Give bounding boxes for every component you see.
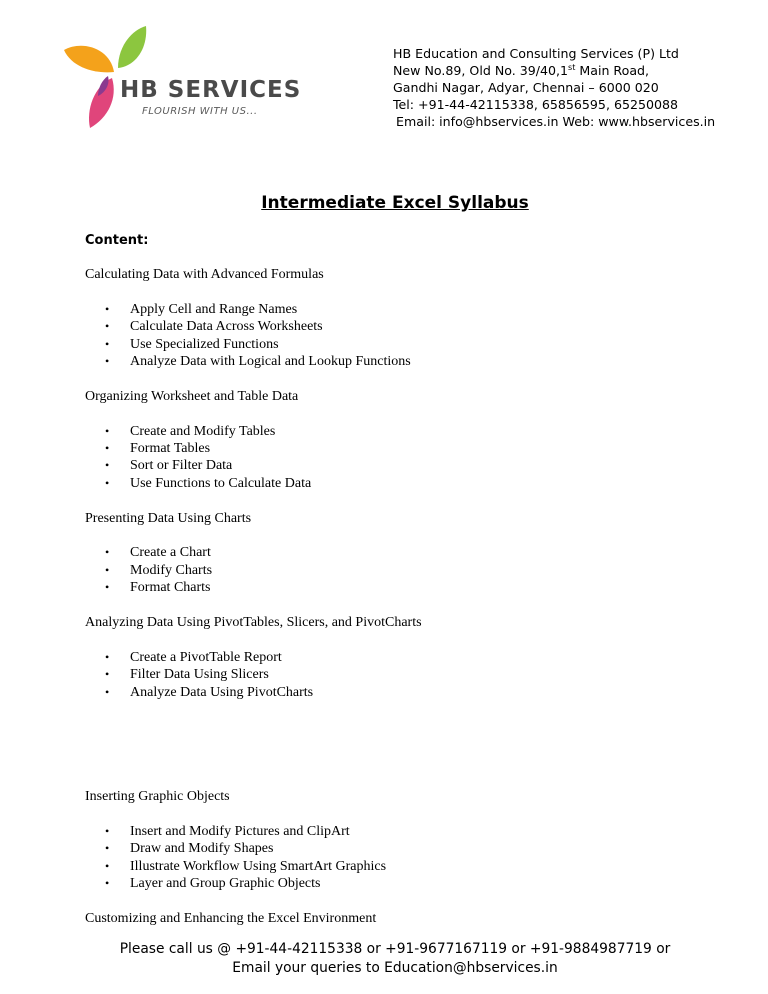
address-line-1: New No.89, Old No. 39/40,1st Main Road, [393, 62, 650, 78]
list-item: • Use Functions to Calculate Data [105, 476, 312, 491]
section-heading: Inserting Graphic Objects [85, 789, 230, 804]
list-item: • Sort or Filter Data [105, 458, 233, 473]
bullet-icon: • [105, 824, 110, 838]
list-item: • Format Tables [105, 441, 211, 456]
list-item: • Filter Data Using Slicers [105, 667, 269, 682]
bullet-icon: • [105, 354, 110, 368]
company-logo [62, 22, 302, 132]
bullet-icon: • [105, 841, 110, 855]
bullet-icon: • [105, 476, 110, 490]
bullet-icon: • [105, 319, 110, 333]
list-item: • Create a PivotTable Report [105, 650, 282, 665]
bullet-icon: • [105, 458, 110, 472]
section-heading: Calculating Data with Advanced Formulas [85, 267, 324, 282]
email-web-line: Email: info@hbservices.in Web: www.hbservices.in [396, 114, 716, 129]
bullet-icon: • [105, 667, 110, 681]
bullet-icon: • [105, 859, 110, 873]
bullet-icon: • [105, 685, 110, 699]
list-item: • Create a Chart [105, 545, 211, 560]
logo-tagline: FLOURISH WITH US... [142, 106, 258, 117]
list-item: • Illustrate Workflow Using SmartArt Graphics [105, 859, 387, 874]
list-item: • Format Charts [105, 580, 211, 595]
list-item: • Apply Cell and Range Names [105, 302, 298, 317]
bullet-icon: • [105, 441, 110, 455]
list-item: • Modify Charts [105, 563, 213, 578]
bullet-icon: • [105, 424, 110, 438]
bullet-icon: • [105, 650, 110, 664]
section-heading: Presenting Data Using Charts [85, 511, 252, 526]
logo-wordmark: HB SERVICES [120, 77, 302, 103]
content-label: Content: [85, 233, 149, 248]
footer-contact-line: Please call us @ +91-44-42115338 or +91-9677167119 or +91-9884987719 or [119, 941, 671, 957]
bullet-icon: • [105, 876, 110, 890]
list-item: • Layer and Group Graphic Objects [105, 876, 321, 891]
company-name: HB Education and Consulting Services (P) Ltd [393, 46, 679, 61]
bullet-icon: • [105, 580, 110, 594]
page-title: Intermediate Excel Syllabus [261, 193, 529, 213]
bullet-icon: • [105, 302, 110, 316]
company-address-block [393, 45, 733, 130]
bullet-icon: • [105, 337, 110, 351]
phone-line: Tel: +91-44-42115338, 65856595, 65250088 [393, 97, 679, 112]
address-line-2: Gandhi Nagar, Adyar, Chennai – 6000 020 [393, 80, 659, 95]
list-item: • Analyze Data with Logical and Lookup Functions [105, 354, 411, 369]
list-item: • Use Specialized Functions [105, 337, 279, 352]
list-item: • Create and Modify Tables [105, 424, 276, 439]
section-heading: Customizing and Enhancing the Excel Environment [85, 911, 377, 926]
bullet-icon: • [105, 563, 110, 577]
footer-email-line: Email your queries to Education@hbservices.in [232, 960, 558, 976]
page-footer [0, 940, 768, 978]
bullet-icon: • [105, 545, 110, 559]
list-item: • Analyze Data Using PivotCharts [105, 685, 314, 700]
list-item: • Draw and Modify Shapes [105, 841, 274, 856]
section-heading: Analyzing Data Using PivotTables, Slicers, and PivotCharts [85, 615, 422, 630]
list-item: • Calculate Data Across Worksheets [105, 319, 323, 334]
section-heading: Organizing Worksheet and Table Data [85, 389, 299, 404]
list-item: • Insert and Modify Pictures and ClipArt [105, 824, 350, 839]
